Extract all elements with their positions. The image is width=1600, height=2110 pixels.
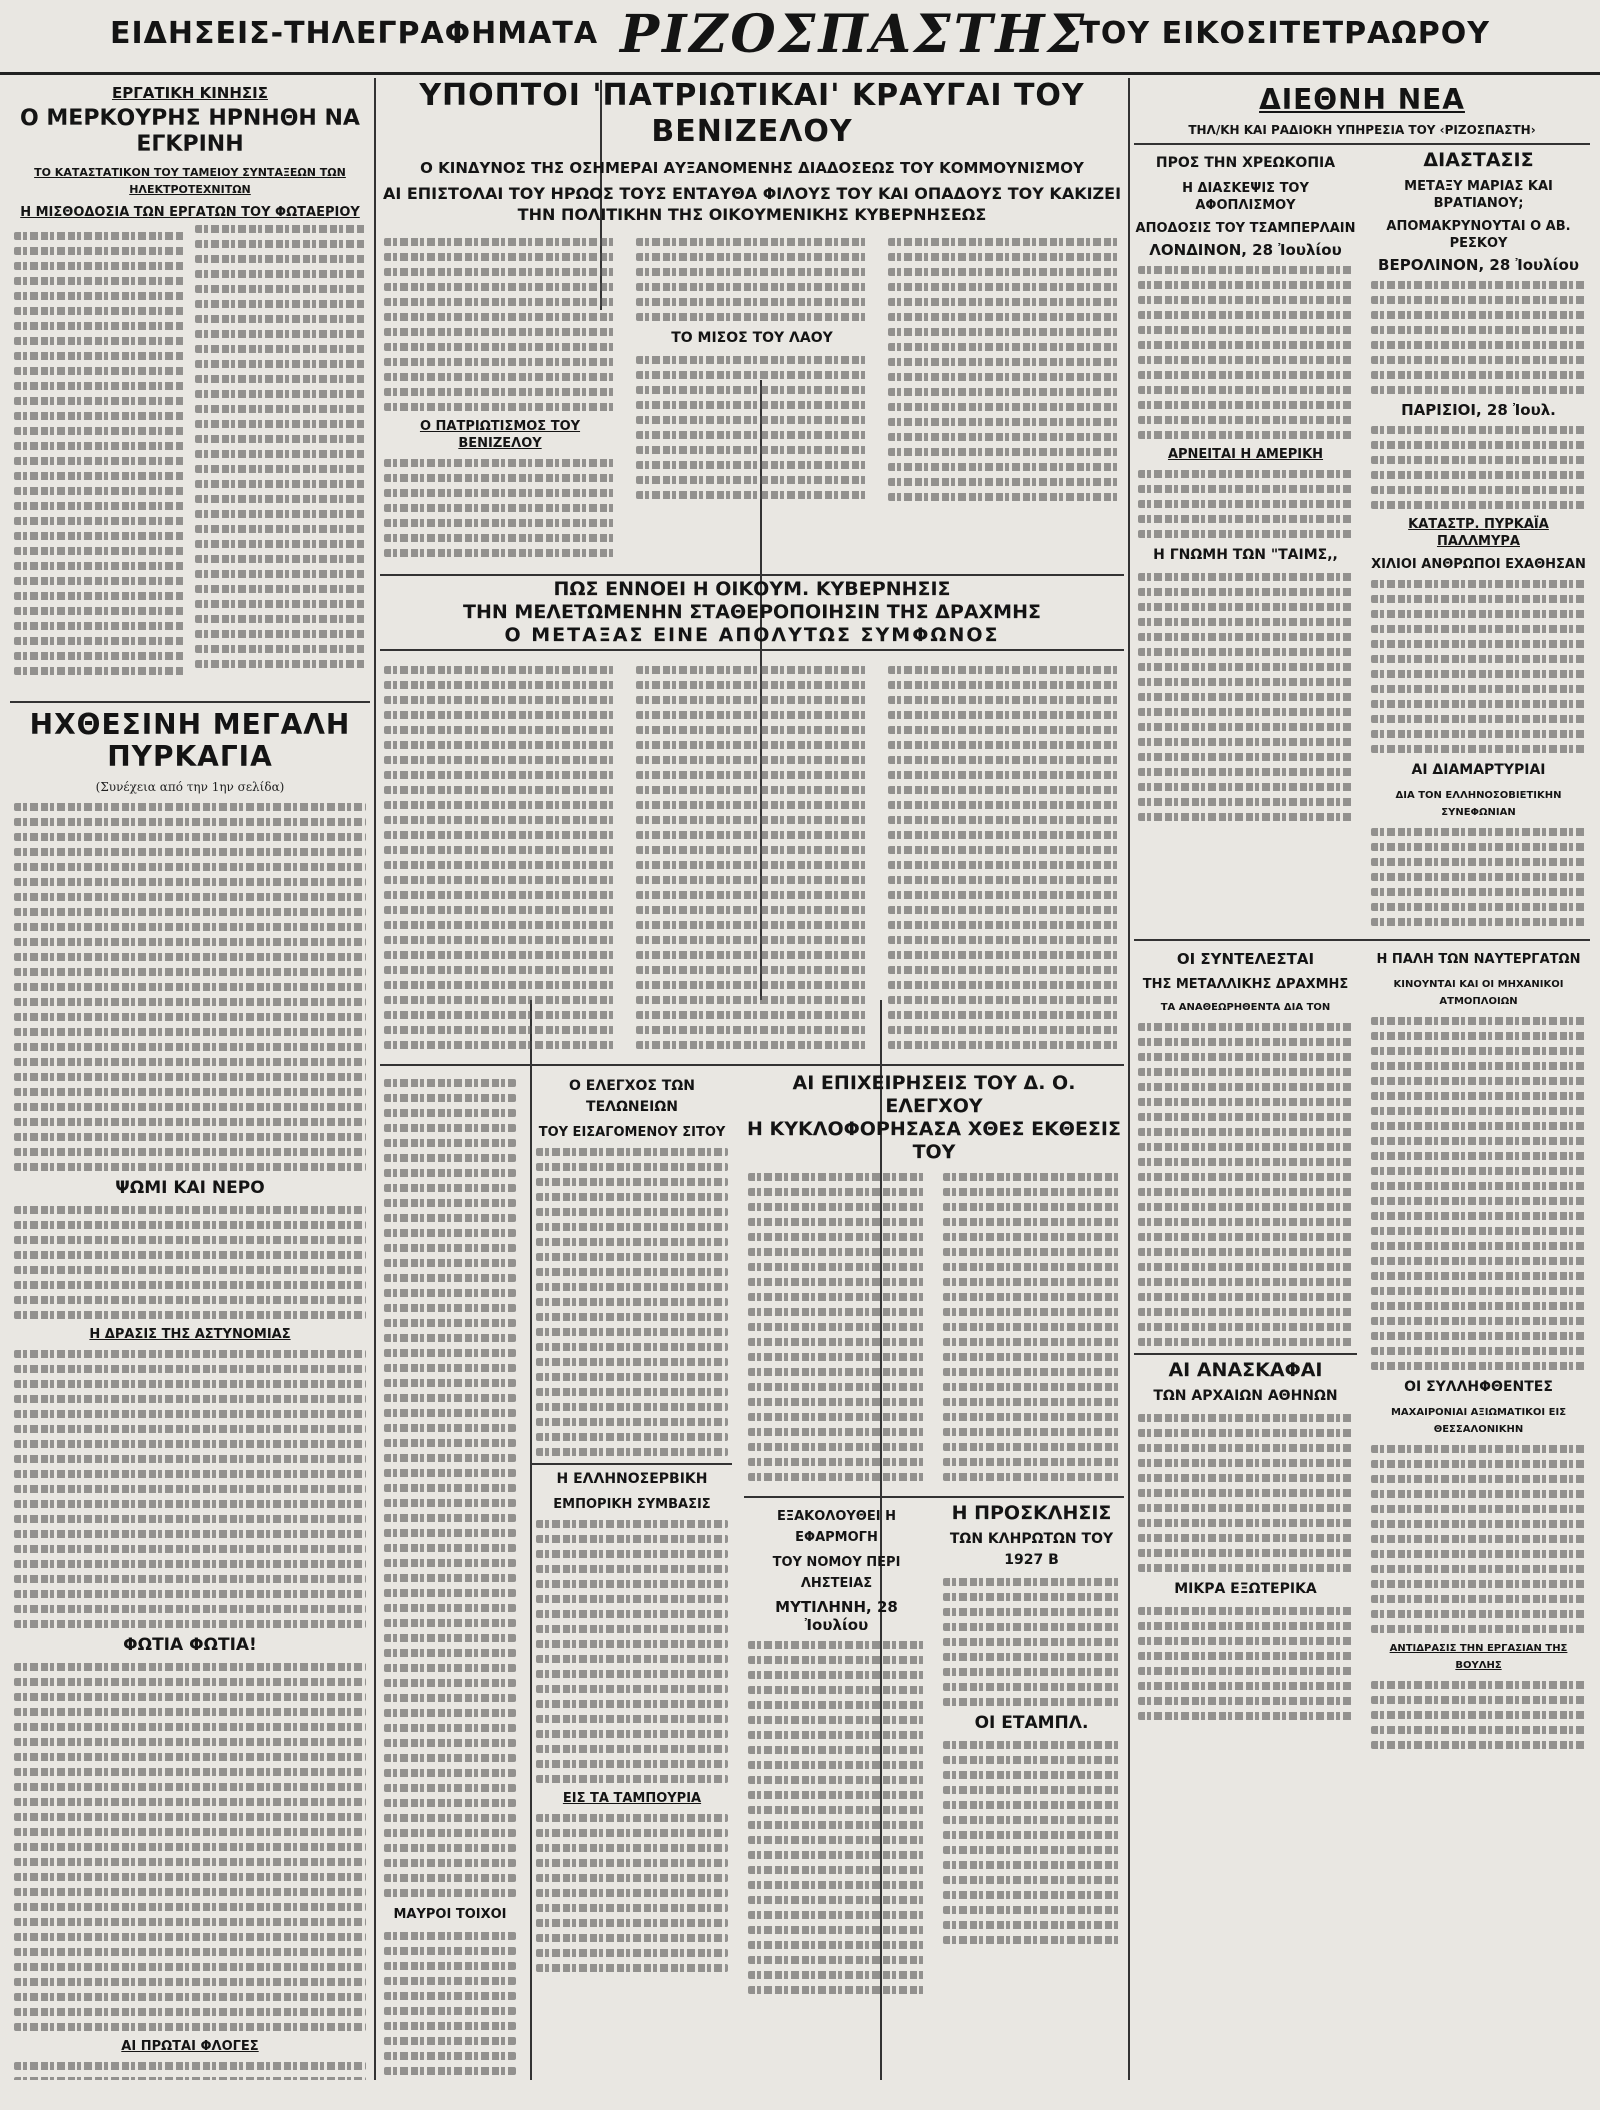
section-subheading: ΕΜΠΟΡΙΚΗ ΣΥΜΒΑΣΙΣ [553,1497,711,1512]
dateline: ΠΑΡΙΣΙΟΙ, 28 Ἰουλ. [1401,401,1556,419]
split-article [1367,149,1590,933]
kicker: ΕΡΓΑΤΙΚΗ ΚΙΝΗΣΙΣ [111,84,268,102]
section-subheading: ΤΩΝ ΚΛΗΡΩΤΩΝ ΤΟΥ 1927 Β [949,1531,1114,1568]
headline: ΠΩΣ ΕΝΝΟΕΙ Η ΟΙΚΟΥΜ. ΚΥΒΕΡΝΗΣΙΣ [553,578,951,600]
section-heading: ΜΙΚΡΑ ΕΞΩΤΕΡΙΚΑ [1174,1581,1317,1597]
section-heading: ΑΙ ΑΝΑΣΚΑΦΑΙ [1134,1353,1357,1382]
naut-article [1367,945,1590,1756]
section-heading: ΑΡΝΕΙΤΑΙ Η ΑΜΕΡΙΚΗ [1167,447,1324,462]
coeff-article [1134,945,1357,1756]
article-text [14,1206,366,1319]
dateline: ΜΥΤΙΛΗΝΗ, 28 Ἰουλίου [775,1598,898,1634]
section-subheading: ΤΑ ΑΝΑΘΕΩΡΗΘΕΝΤΑ ΔΙΑ ΤΟΝ [1160,1002,1331,1013]
article-text [884,231,1124,564]
section-heading: ΠΡΟΣ ΤΗΝ ΧΡΕΩΚΟΠΙΑ [1155,155,1336,171]
main-subhead: ΑΙ ΕΠΙΣΤΟΛΑΙ ΤΟΥ ΗΡΩΟΣ ΤΟΥΣ ΕΝΤΑΥΘΑ ΦΙΛΟΥΣ ΤΟΥ ΚΑΙ ΟΠΑΔΟΥΣ ΤΟΥ ΚΑΚΙΖΕΙ ΤΗΝ ΠΟΛΙΤΙΚΗΝ ΤΗΣ ΟΙΚΟΥΜΕΝΙΚΗΣ ΚΥΒΕΡΝΗΣΕΩΣ [382,184,1122,224]
law-article [744,1502,929,2001]
center-column [380,78,1124,2080]
section-title: ΔΙΕΘΝΗ ΝΕΑ [1259,83,1465,116]
article-column [532,1072,732,2080]
section-subheading: ΜΕΤΑΞΥ ΜΑΡΙΑΣ ΚΑΙ ΒΡΑΤΙΑΝΟΥ; [1404,179,1553,211]
section-heading: ΦΩΤΙΑ ΦΩΤΙΑ! [123,1635,257,1655]
section-heading: ΕΞΑΚΟΛΟΥΘΕΙ Η ΕΦΑΡΜΟΓΗ [777,1509,896,1545]
section-heading: ΟΙ ΕΤΑΜΠΛ. [974,1713,1089,1733]
section-subheading: ΤΗΣ ΜΕΤΑΛΛΙΚΗΣ ΔΡΑΧΜΗΣ [1142,977,1349,992]
article-text [14,2062,366,2080]
article-text [632,659,872,1056]
section-subheading: ΑΠΟΔΟΣΙΣ ΤΟΥ ΤΣΑΜΠΕΡΛΑΙΝ [1135,221,1356,236]
article-text [14,1663,366,2031]
section-heading: ΑΙ ΕΠΙΧΕΙΡΗΣΕΙΣ ΤΟΥ Δ. Ο. ΕΛΕΓΧΟΥ [792,1072,1076,1117]
section-heading: ΜΑΥΡΟΙ ΤΟΙΧΟΙ [393,1907,507,1922]
right-column [1134,78,1590,2080]
dateline: ΛΟΝΔΙΝΟΝ, 28 Ἰουλίου [1149,241,1342,259]
article-text [884,659,1124,1056]
section-subheading: ΚΙΝΟΥΝΤΑΙ ΚΑΙ ΟΙ ΜΗΧΑΝΙΚΟΙ ΑΤΜΟΠΛΟΙΩΝ [1393,979,1564,1007]
continuation-note: (Συνέχεια από την 1ην σελίδα) [95,780,285,794]
article-text [380,231,620,564]
section-title-right: ΤΟΥ ΕΙΚΟΣΙΤΕΤΡΑΩΡΟΥ [1079,16,1490,51]
subheadline: ΤΟ ΚΑΤΑΣΤΑΤΙΚΟΝ ΤΟΥ ΤΑΜΕΙΟΥ ΣΥΝΤΑΞΕΩΝ ΤΩΝ ΗΛΕΚΤΡΟΤΕΧΝΙΤΩΝ [34,166,346,196]
headline: Ο ΜΕΤΑΞΑΣ ΕΙΝΕ ΑΠΟΛΥΤΩΣ ΣΥΜΦΩΝΟΣ [504,624,1000,646]
section-heading: Η ΚΥΚΛΟΦΟΡΗΣΑΣΑ ΧΘΕΣ ΕΚΘΕΣΙΣ ΤΟΥ [747,1118,1121,1163]
section-subheading: ΤΩΝ ΑΡΧΑΙΩΝ ΑΘΗΝΩΝ [1153,1388,1338,1404]
page-header [0,2,1600,75]
section-heading: ΚΑΤΑΣΤΡ. ΠΥΡΚΑΪΑ ΠΑΛΛΜΥΡΑ [1408,517,1549,549]
main-subhead: Ο ΚΙΝΔΥΝΟΣ ΤΗΣ ΟΣΗΜΕΡΑΙ ΑΥΞΑΝΟΜΕΝΗΣ ΔΙΑΔΟΣΕΩΣ ΤΟΥ ΚΟΜΜΟΥΝΙΣΜΟΥ [420,159,1084,177]
section-heading: Η ΔΡΑΣΙΣ ΤΗΣ ΑΣΤΥΝΟΜΙΑΣ [89,1327,291,1342]
article-column [380,1072,520,2080]
section-heading: ΟΙ ΣΥΛΛΗΦΘΕΝΤΕΣ [1404,1379,1553,1395]
article-text [14,803,366,1171]
section-subheading: Η ΔΙΑΣΚΕΨΙΣ ΤΟΥ ΑΦΟΠΛΙΣΜΟΥ [1182,181,1309,213]
article-column [744,1072,1124,2080]
section-heading: ΤΟ ΜΙΣΟΣ ΤΟΥ ΛΑΟΥ [671,330,833,346]
headline: ΤΗΝ ΜΕΛΕΤΩΜΕΝΗΝ ΣΤΑΘΕΡΟΠΟΙΗΣΙΝ ΤΗΣ ΔΡΑΧΜΗΣ [463,601,1041,623]
section-heading: ΑΙ ΠΡΩΤΑΙ ΦΛΟΓΕΣ [121,2039,259,2054]
section-subheading: ΤΟΥ ΕΙΣΑΓΟΜΕΝΟΥ ΣΙΤΟΥ [538,1125,726,1140]
section-subtitle: ΤΗΛ/ΚΗ ΚΑΙ ΡΑΔΙΟΚΗ ΥΠΗΡΕΣΙΑ ΤΟΥ ‹ΡΙΖΟΣΠΑΣΤΗ› [1188,123,1536,137]
section-subheading: ΑΠΟΜΑΚΡΥΝΟΥΤΑΙ Ο ΑΒ. ΡΕΣΚΟΥ [1386,219,1571,251]
section-heading: ΕΙΣ ΤΑ ΤΑΜΠΟΥΡΙΑ [562,1791,702,1806]
article-text [380,659,620,1056]
section-heading: ΨΩΜΙ ΚΑΙ ΝΕΡΟ [115,1178,265,1198]
section-heading: ΟΙ ΣΥΝΤΕΛΕΣΤΑΙ [1176,950,1315,968]
fire-headline: ΗΧΘΕΣΙΝΗ ΜΕΓΑΛΗ ΠΥΡΚΑΓΙΑ [10,701,370,773]
section-heading: Η ΠΡΟΣΚΛΗΣΙΣ [951,1502,1112,1524]
section-subheading: ΜΑΧΑΙΡΟΝΙΑΙ ΑΞΙΩΜΑΤΙΚΟΙ ΕΙΣ ΘΕΣΣΑΛΟΝΙΚΗΝ [1390,1407,1567,1435]
column-rule [1128,78,1130,2080]
dateline: ΒΕΡΟΛΙΝΟΝ, 28 Ἰουλίου [1378,256,1579,274]
section-heading: Η ΠΑΛΗ ΤΩΝ ΝΑΥΤΕΡΓΑΤΩΝ [1376,952,1581,967]
section-heading: Ο ΠΑΤΡΙΩΤΙΣΜΟΣ ΤΟΥ ΒΕΝΙΖΕΛΟΥ [419,419,581,451]
section-heading: ΑΙ ΔΙΑΜΑΡΤΥΡΙΑΙ [1411,762,1546,778]
section-subheading: ΔΙΑ ΤΟΝ ΕΛΛΗΝΟΣΟΒΙΕΤΙΚΗΝ ΣΥΝΕΦΩΝΙΑΝ [1395,790,1562,818]
left-column [10,78,370,2080]
invite-article [939,1502,1124,2001]
article-text [14,225,366,695]
subheadline: Η ΜΙΣΘΟΔΟΣΙΑ ΤΩΝ ΕΡΓΑΤΩΝ ΤΟΥ ΦΩΤΑΕΡΙΟΥ [20,205,360,220]
debt-article [1134,149,1357,933]
main-headline: ΥΠΟΠΤΟΙ 'ΠΑΤΡΙΩΤΙΚΑΙ' ΚΡΑΥΓΑΙ ΤΟΥ ΒΕΝΙΖΕΛΟΥ [419,78,1085,149]
drachma-header [380,574,1124,651]
headline: Ο ΜΕΡΚΟΥΡΗΣ ΗΡΝΗΘΗ ΝΑ ΕΓΚΡΙΝΗ [20,106,360,157]
section-subheading: ΤΟΥ ΝΟΜΟΥ ΠΕΡΙ ΛΗΣΤΕΙΑΣ [772,1555,901,1591]
section-heading: Η ΕΛΛΗΝΟΣΕΡΒΙΚΗ [532,1463,732,1490]
section-heading: Η ΓΝΩΜΗ ΤΩΝ "ΤΑΙΜΣ,, [1153,547,1338,563]
section-heading: ΔΙΑΣΤΑΣΙΣ [1423,149,1534,171]
column-rule [374,78,376,2080]
section-subheading: ΧΙΛΙΟΙ ΑΝΘΡΩΠΟΙ ΕΧΑΘΗΣΑΝ [1371,557,1586,572]
section-heading: ΑΝΤΙΔΡΑΣΙΣ ΤΗΝ ΕΡΓΑΣΙΑΝ ΤΗΣ ΒΟΥΛΗΣ [1389,1643,1568,1671]
masthead: ΡΙΖΟΣΠΑΣΤΗΣ [620,4,1088,65]
article-text [14,1350,366,1628]
section-title-left: ΕΙΔΗΣΕΙΣ-ΤΗΛΕΓΡΑΦΗΜΑΤΑ [110,16,599,51]
article-text [632,231,872,564]
section-heading: Ο ΕΛΕΓΧΟΣ ΤΩΝ ΤΕΛΩΝΕΙΩΝ [569,1078,695,1115]
